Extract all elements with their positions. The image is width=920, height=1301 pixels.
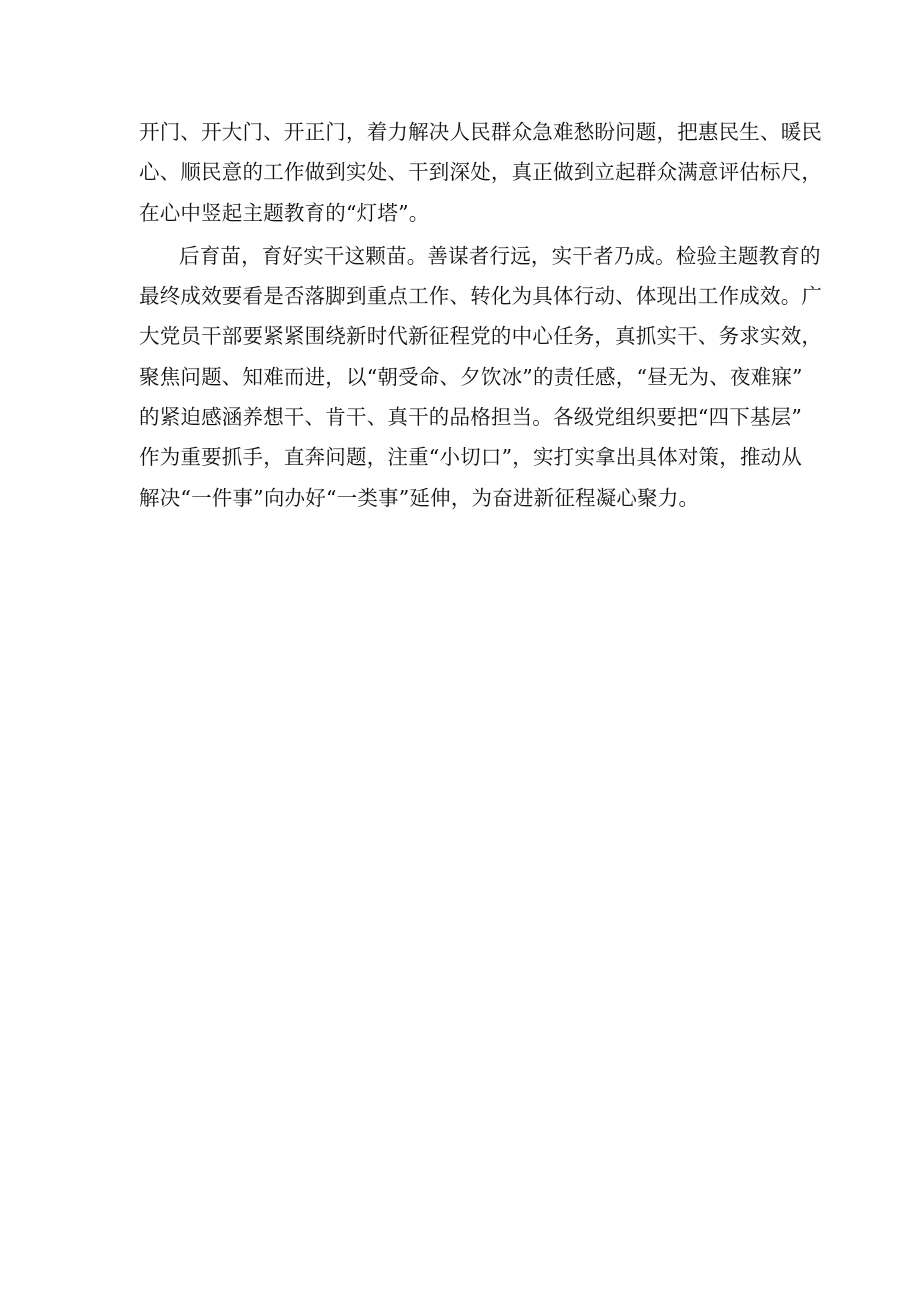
paragraph-line: 在心中竖起主题教育的“灯塔”。 (139, 200, 430, 225)
paragraph-2 (139, 236, 823, 518)
paragraph-line: 作为重要抓手，直奔问题，注重“小切口”，实打实拿出具体对策，推动从 (139, 445, 803, 470)
paragraph-line: 大党员干部要紧紧围绕新时代新征程党的中心任务，真抓实干、务求实效， (139, 324, 823, 349)
paragraph-line: 最终成效要看是否落脚到重点工作、转化为具体行动、体现出工作成效。广 (139, 284, 823, 309)
body-text (139, 112, 823, 518)
paragraph-line: 解决“一件事”向办好“一类事”延伸，为奋进新征程凝心聚力。 (139, 485, 700, 510)
paragraph-line: 聚焦问题、知难而进，以“朝受命、夕饮冰”的责任感，“昼无为、夜难寐” (139, 364, 803, 389)
paragraph-line: 心、顺民意的工作做到实处、干到深处，真正做到立起群众满意评估标尺， (139, 160, 823, 185)
paragraph-line: 的紧迫感涵养想干、肯干、真干的品格担当。各级党组织要把“四下基层” (139, 405, 803, 430)
paragraph-line: 开门、开大门、开正门，着力解决人民群众急难愁盼问题，把惠民生、暖民 (139, 120, 823, 144)
paragraph-1 (139, 112, 823, 233)
paragraph-line: 后育苗，育好实干这颗苗。善谋者行远，实干者乃成。检验主题教育的 (179, 243, 821, 268)
